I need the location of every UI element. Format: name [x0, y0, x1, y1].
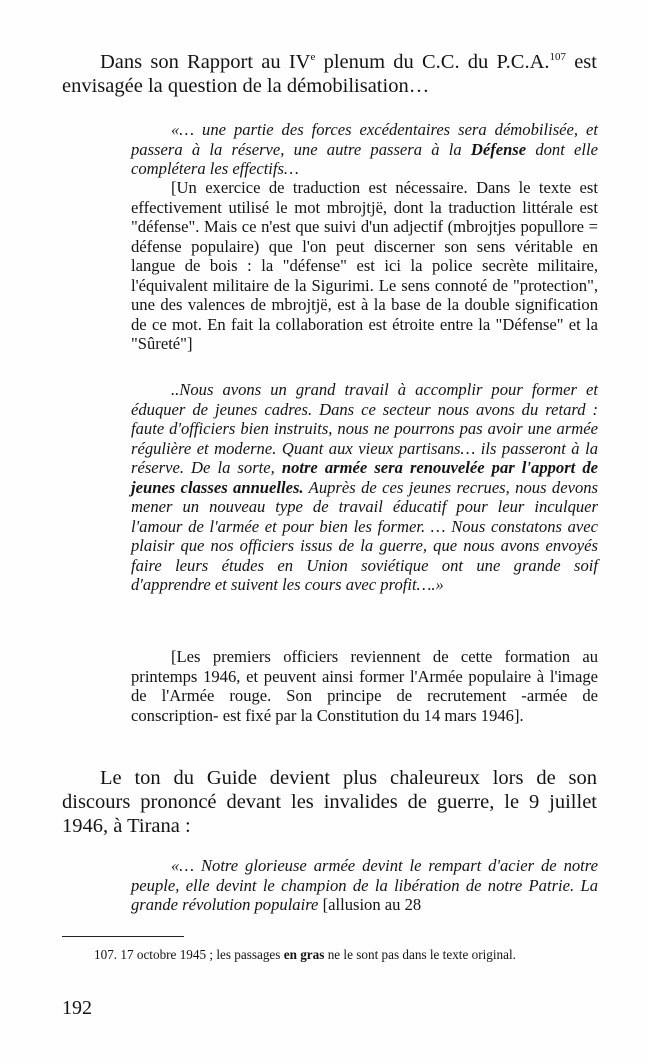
footnote-text-start: 107. 17 octobre 1945 ; les passages [94, 947, 284, 962]
guide-paragraph: Le ton du Guide devient plus chaleureux lors de son discours prononcé devant les invalides de guerre, le 9 juillet 1946, à Tirana : [62, 767, 597, 837]
quote-army-renewal [131, 380, 598, 595]
superscript-e: e [310, 51, 316, 63]
defense-word: Défense [470, 139, 527, 159]
footnote-separator [62, 936, 184, 937]
quote-glorious-italic: «… Notre glorieuse armée devint le rempart d'acier de notre peuple, elle devint le champion de la libération de notre Patrie. La grande révolution populaire [131, 856, 598, 914]
translation-note: [Un exercice de traduction est nécessaire. Dans le texte est effectivement utilisé le mot mbrojtjë, dont la traduction littérale est "défense". Mais ce n'est que suivi d'un adjectif (mbrojtjes popullore = défense populaire) que l'on peut discerner son sens véritable en langue de bois : la "défense" est ici la police secrète militaire, l'équivalent militaire de la Sigurimi. Le sens connoté de "protection", une des valences de mbrojtjë, est à la base de la double signification de ce mot. En fait la collaboration est étroite entre la "Défense" et la "Sûreté"] [131, 178, 598, 353]
quote-army-text-end: Auprès de ces jeunes recrues, nous devons mener un nouveau type de travail éducatif pour leur inculquer l'amour de l'armée et pour bien les former. … Nous constatons avec plaisir que nos officiers issus de la guerre, que nous avons envoyés faire leurs études en Union soviétique ont une grande soif d'apprendre et suivent les cours avec profit….» [131, 477, 598, 594]
intro-text-end: est envisagée la question de la démobilisation… [62, 51, 597, 97]
officers-note: [Les premiers officiers reviennent de cette formation au printemps 1946, et peuvent ainsi former l'Armée populaire à l'image de l'Armée rouge. Son principe de recrutement -armée de conscription- est fixé par la Constitution du 14 mars 1946]. [131, 647, 598, 725]
quote-defense [131, 120, 598, 179]
footnote-reference[interactable]: 107 [549, 51, 566, 63]
footnote [62, 945, 597, 964]
quote-glorious-roman: [allusion au 28 [318, 895, 422, 914]
quote-defense-text-end: dont elle complétera les effectifs… [131, 139, 598, 178]
footnote-bold: en gras [283, 947, 325, 962]
intro-text-middle: plenum du C.C. du P.C.A. [315, 51, 550, 73]
quote-army-text-start: ..Nous avons un grand travail à accomplir pour former et éduquer de jeunes cadres. Dans ce secteur nous avons du retard : faute d'officiers bien instruits, nous ne pourrons pas avoir une armée régulière et moderne. Quant aux vieux partisans… ils passeront à la réserve. De la sorte, [131, 380, 598, 477]
footnote-text-end: ne le sont pas dans le texte original. [324, 947, 516, 962]
page-number: 192 [62, 997, 92, 1019]
intro-text-start: Dans son Rapport au IV [100, 51, 311, 73]
bold-passage: notre armée sera renouvelée par l'apport de jeunes classes annuelles. [131, 458, 599, 497]
quote-glorious-army [131, 856, 598, 915]
quote-defense-text-start: «… une partie des forces excédentaires sera démobilisée, et passera à la réserve, une autre passera à la [131, 120, 598, 159]
intro-paragraph [62, 50, 597, 98]
